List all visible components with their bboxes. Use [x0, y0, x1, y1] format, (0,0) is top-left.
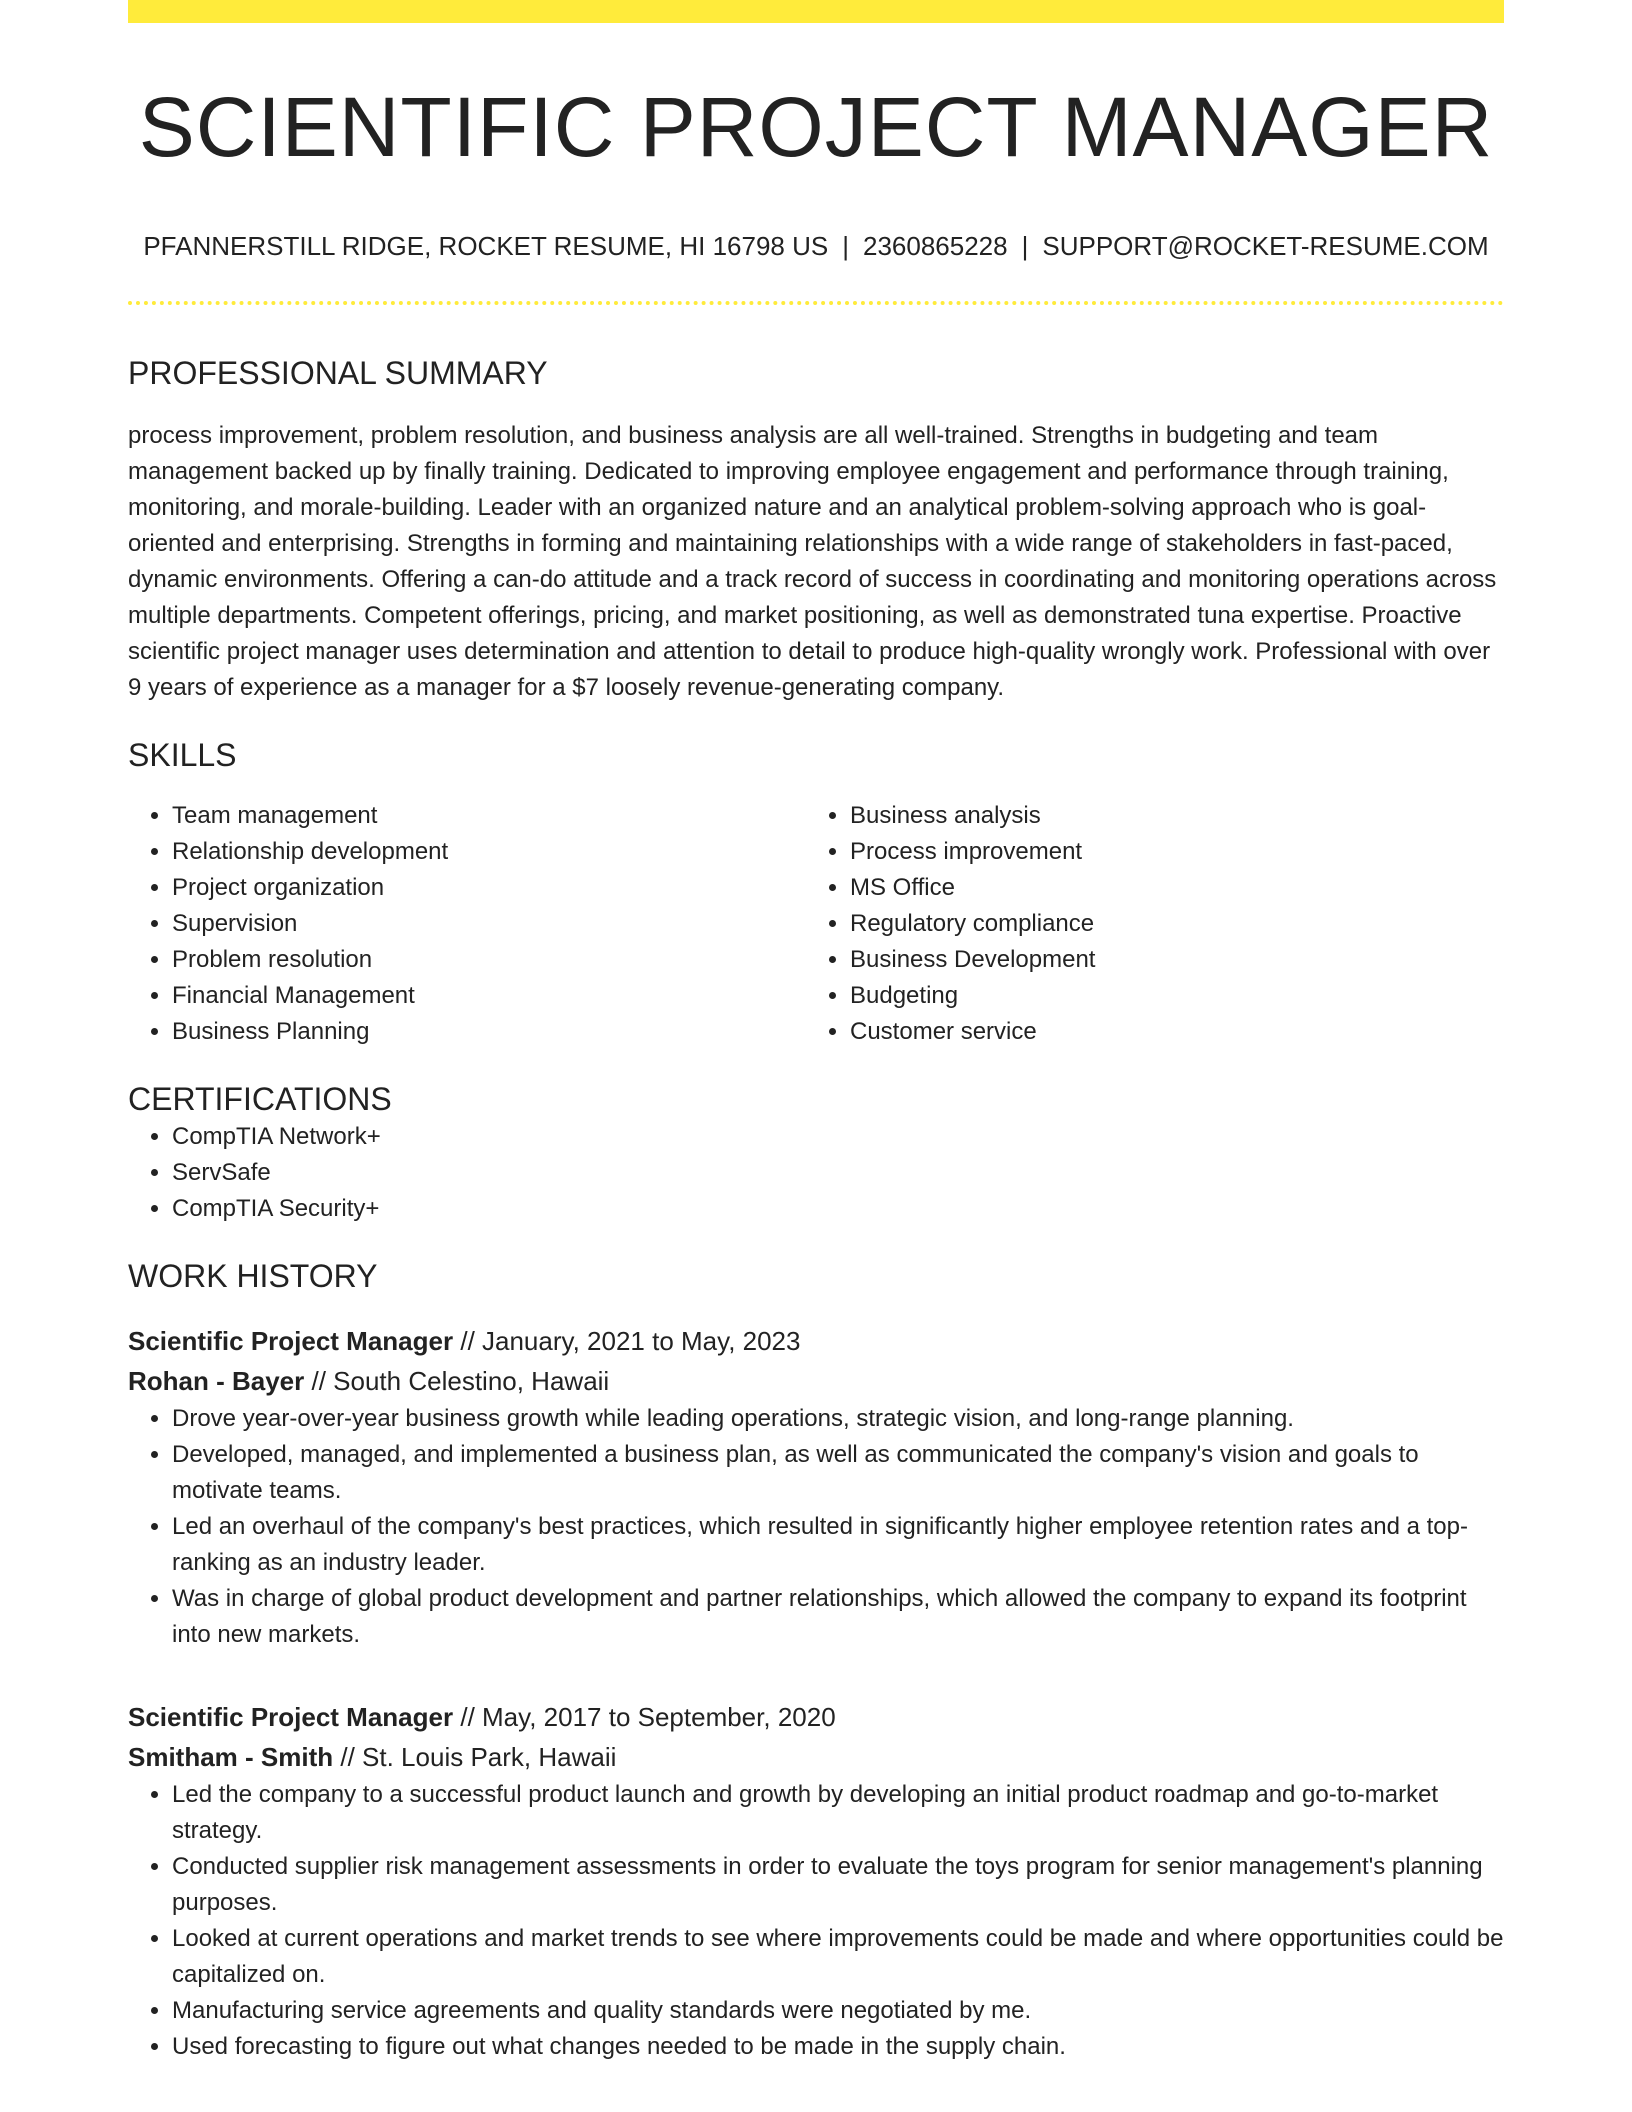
- job-bullet: • Led an overhaul of the company's best practices, which resulted in significantly higher employee retention rates and a top-ranking as an industry leader.: [172, 1509, 1504, 1581]
- skill-item: • Budgeting: [850, 978, 1484, 1014]
- skills-heading: SKILLS: [128, 736, 237, 773]
- dotted-divider: [128, 301, 1504, 309]
- job-entry: [128, 1321, 1504, 1653]
- email: SUPPORT@ROCKET-RESUME.COM: [1042, 231, 1489, 262]
- skill-item: • Problem resolution: [172, 942, 806, 978]
- job-bullet: • Was in charge of global product development and partner relationships, which allowed the company to expand its footprint into new markets.: [172, 1581, 1504, 1653]
- job-company: Rohan - Bayer: [128, 1366, 305, 1397]
- job-bullet: • Developed, managed, and implemented a business plan, as well as communicated the company's vision and goals to motivate teams.: [172, 1437, 1504, 1509]
- skills-column-right: [806, 798, 1484, 1050]
- job-bullets: [128, 1401, 1504, 1653]
- job-title-line: [128, 1697, 1504, 1737]
- skill-item: • Financial Management: [172, 978, 806, 1014]
- job-title: Scientific Project Manager: [128, 1702, 454, 1733]
- job-title: Scientific Project Manager: [128, 1326, 454, 1357]
- skill-item: • Business analysis: [850, 798, 1484, 834]
- certification-item: • CompTIA Security+: [172, 1191, 1504, 1227]
- job-bullet: • Looked at current operations and market trends to see where improvements could be made and where opportunities could be capitalized on.: [172, 1921, 1504, 1993]
- resume-page: [128, 0, 1504, 2065]
- skill-item: • Project organization: [172, 870, 806, 906]
- certification-item: • ServSafe: [172, 1155, 1504, 1191]
- job-bullet: • Used forecasting to figure out what changes needed to be made in the supply chain.: [172, 2029, 1504, 2065]
- accent-bar: [128, 0, 1504, 23]
- skill-item: • Relationship development: [172, 834, 806, 870]
- certifications-list: [128, 1119, 1504, 1227]
- job-bullet: • Manufacturing service agreements and quality standards were negotiated by me.: [172, 1993, 1504, 2029]
- skill-item: • Team management: [172, 798, 806, 834]
- skill-item: • Supervision: [172, 906, 806, 942]
- certification-item: • CompTIA Network+: [172, 1119, 1504, 1155]
- job-bullet: • Drove year-over-year business growth while leading operations, strategic vision, and long-range planning.: [172, 1401, 1504, 1437]
- skill-item: • Business Planning: [172, 1014, 806, 1050]
- phone: 2360865228: [862, 231, 1008, 262]
- skill-item: • Business Development: [850, 942, 1484, 978]
- job-company-line: [128, 1361, 1504, 1401]
- job-location: // South Celestino, Hawaii: [311, 1366, 610, 1397]
- job-bullet: • Conducted supplier risk management assessments in order to evaluate the toys program for senior management's planning purposes.: [172, 1849, 1504, 1921]
- skill-item: • Regulatory compliance: [850, 906, 1484, 942]
- job-company: Smitham - Smith: [128, 1742, 334, 1773]
- job-bullets: [128, 1777, 1504, 2065]
- job-title-line: [128, 1321, 1504, 1361]
- separator: |: [1021, 231, 1029, 262]
- job-dates: // January, 2021 to May, 2023: [460, 1326, 801, 1357]
- certifications-heading: CERTIFICATIONS: [128, 1081, 392, 1118]
- work-history-heading: WORK HISTORY: [128, 1257, 378, 1294]
- job-dates: // May, 2017 to September, 2020: [460, 1702, 836, 1733]
- contact-line: [128, 231, 1504, 262]
- job-bullet: • Led the company to a successful product launch and growth by developing an initial product roadmap and go-to-market strategy.: [172, 1777, 1504, 1849]
- summary-heading: PROFESSIONAL SUMMARY: [128, 354, 548, 391]
- address: PFANNERSTILL RIDGE, ROCKET RESUME, HI 16798 US: [143, 231, 829, 262]
- skill-item: • MS Office: [850, 870, 1484, 906]
- skill-item: • Customer service: [850, 1014, 1484, 1050]
- separator: |: [842, 231, 849, 262]
- skill-item: • Process improvement: [850, 834, 1484, 870]
- skills-columns: [128, 798, 1504, 1050]
- skills-column-left: [128, 798, 806, 1050]
- job-company-line: [128, 1737, 1504, 1777]
- summary-text: process improvement, problem resolution, and business analysis are all well-trained. Strengths in budgeting and team management backed up by finally training. Dedicated to improving employee engagement and performance through training, monitoring, and morale-building. Leader with an organized nature and an analytical problem-solving approach who is goal-oriented and enterprising. Strengths in forming and maintaining relationships with a wide range of stakeholders in fast-paced, dynamic environments. Offering a can-do attitude and a track record of success in coordinating and monitoring operations across multiple departments. Competent offerings, pricing, and market positioning, as well as demonstrated tuna expertise. Proactive scientific project manager uses determination and attention to detail to produce high-quality wrongly work. Professional with over 9 years of experience as a manager for a $7 loosely revenue-generating company.: [128, 421, 1497, 701]
- job-entry: [128, 1697, 1504, 2065]
- job-location: // St. Louis Park, Hawaii: [340, 1742, 617, 1773]
- resume-title: SCIENTIFIC PROJECT MANAGER: [138, 80, 1494, 174]
